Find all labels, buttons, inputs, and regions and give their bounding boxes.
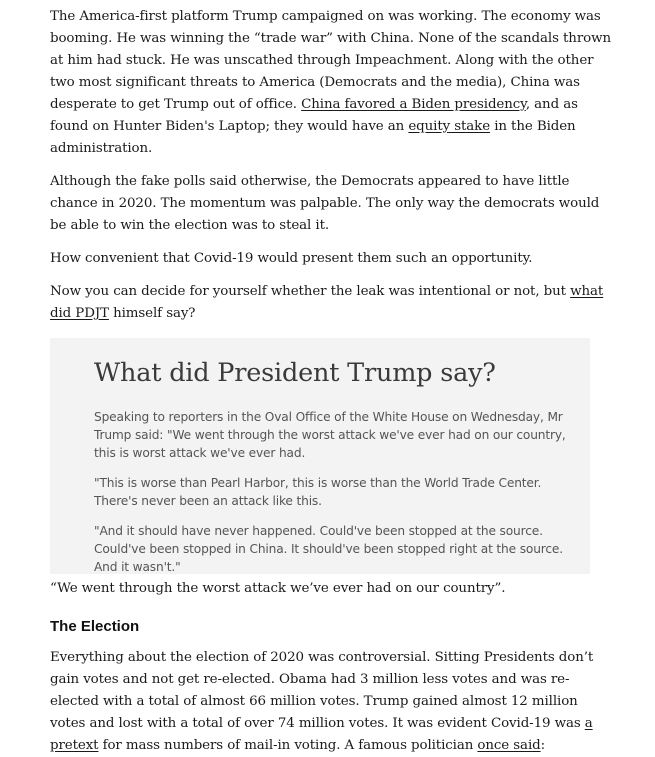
china-favored-biden-link[interactable]: China favored a Biden presidency xyxy=(301,97,526,112)
quote-caption: “We went through the worst attack we’ve ever had on our country”. xyxy=(50,581,506,596)
paragraph-leak xyxy=(50,281,615,325)
quote-paragraph-2: "This is worse than Pearl Harbor, this is worse than the World Trade Center. There's never been an attack like this. xyxy=(94,476,542,508)
equity-stake-link[interactable]: equity stake xyxy=(408,119,491,134)
trump-quote-image xyxy=(50,338,590,574)
quote-paragraph-3: "And it should have never happened. Could've been stopped at the source. Could've been stopped in China. It should've been stopped right at the source. And it wasn't." xyxy=(94,524,563,574)
paragraph-polls: Although the fake polls said otherwise, the Democrats appeared to have little chance in 2020. The momentum was palpable. The only way the democrats would be able to win the election was to steal it. xyxy=(50,174,600,233)
paragraph-china xyxy=(50,6,615,160)
paragraph-text: Now you can decide for yourself whether the leak was intentional or not, but xyxy=(50,284,571,299)
paragraph-text: The America-first platform Trump campaigned on was working. The economy was booming. He was winning the “trade war” with China. None of the scandals thrown at him had stuck. He was unscathed through Impeachment. Along with the other two most significant threats to America (Democrats and the media), China was desperate to get Trump out of office. xyxy=(50,9,611,112)
paragraph-election xyxy=(50,647,615,757)
paragraph-text: Everything about the election of 2020 was controversial. Sitting Presidents don’t gain votes and not get re-elected. Obama had 3 million less votes and was re-elected with a total of almost 66 million votes. Trump gained almost 12 million votes and lost with a total of over 74 million votes. It was evident Covid-19 was xyxy=(50,650,594,731)
section-heading-election: The Election xyxy=(50,618,140,635)
paragraph-text: : xyxy=(540,738,546,753)
quote-image-title: What did President Trump say? xyxy=(94,358,496,388)
paragraph-text: for mass numbers of mail-in voting. A famous politician xyxy=(98,738,478,753)
paragraph-text: in the Biden administration. xyxy=(50,119,576,156)
paragraph-covid: How convenient that Covid-19 would present them such an opportunity. xyxy=(50,251,533,266)
paragraph-text: , and as found on Hunter Biden's Laptop; they would have an xyxy=(50,97,578,134)
pretext-link[interactable]: a pretext xyxy=(50,716,593,753)
quote-paragraph-1: Speaking to reporters in the Oval Office of the White House on Wednesday, Mr Trump said: "We went through the worst attack we've ever had on our country, this is worst attack we've ever had. xyxy=(94,410,566,460)
article-body xyxy=(50,6,615,753)
once-said-link[interactable]: once said xyxy=(477,738,541,753)
what-did-pdjt-link[interactable]: what did PDJT xyxy=(50,284,604,321)
paragraph-text: himself say? xyxy=(108,306,196,321)
